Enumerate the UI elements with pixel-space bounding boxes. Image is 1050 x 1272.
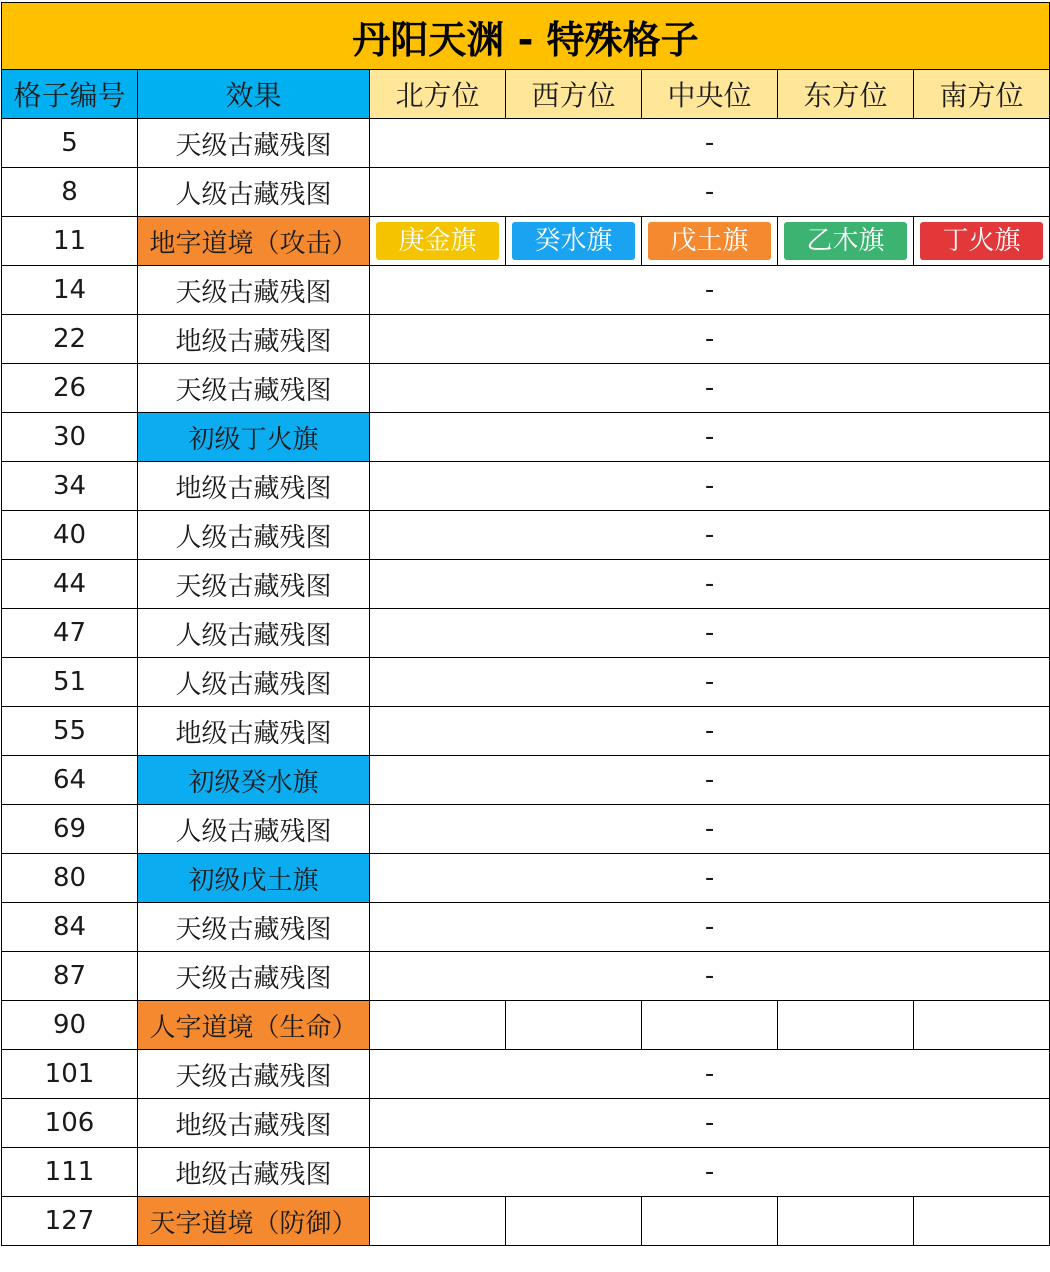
table-row	[2, 707, 1050, 756]
cell-number: 127	[2, 1197, 138, 1246]
cell-effect: 地级古藏残图	[138, 1099, 370, 1148]
cell-effect: 天级古藏残图	[138, 952, 370, 1001]
cell-number: 55	[2, 707, 138, 756]
cell-effect: 天级古藏残图	[138, 903, 370, 952]
cell-effect: 地级古藏残图	[138, 315, 370, 364]
cell-number: 26	[2, 364, 138, 413]
cell-position-empty	[642, 1001, 778, 1050]
table-row	[2, 1099, 1050, 1148]
cell-position-detail: -	[370, 903, 1050, 952]
table-row	[2, 168, 1050, 217]
cell-effect: 天级古藏残图	[138, 364, 370, 413]
table-row	[2, 952, 1050, 1001]
cell-number: 101	[2, 1050, 138, 1099]
cell-number: 8	[2, 168, 138, 217]
cell-position-flag	[778, 217, 914, 266]
cell-position-empty	[914, 1197, 1050, 1246]
header-cell-center: 中央位	[642, 70, 778, 119]
cell-number: 90	[2, 1001, 138, 1050]
header-cell-east: 东方位	[778, 70, 914, 119]
cell-effect: 地级古藏残图	[138, 1148, 370, 1197]
cell-position-empty	[778, 1001, 914, 1050]
special-cells-table	[1, 2, 1050, 1246]
cell-effect: 天级古藏残图	[138, 266, 370, 315]
cell-position-empty	[506, 1001, 642, 1050]
cell-position-detail: -	[370, 952, 1050, 1001]
cell-effect: 初级癸水旗	[138, 756, 370, 805]
cell-position-detail: -	[370, 168, 1050, 217]
cell-effect: 人级古藏残图	[138, 658, 370, 707]
cell-effect: 天字道境（防御）	[138, 1197, 370, 1246]
cell-effect: 人级古藏残图	[138, 511, 370, 560]
cell-position-detail: -	[370, 266, 1050, 315]
header-cell-number: 格子编号	[2, 70, 138, 119]
cell-number: 111	[2, 1148, 138, 1197]
cell-number: 69	[2, 805, 138, 854]
cell-position-empty	[506, 1197, 642, 1246]
cell-position-flag	[506, 217, 642, 266]
cell-position-detail: -	[370, 511, 1050, 560]
table-row	[2, 1001, 1050, 1050]
cell-position-flag	[370, 217, 506, 266]
cell-effect: 天级古藏残图	[138, 1050, 370, 1099]
cell-position-detail: -	[370, 805, 1050, 854]
cell-position-detail: -	[370, 854, 1050, 903]
header-cell-effect: 效果	[138, 70, 370, 119]
cell-effect: 人级古藏残图	[138, 805, 370, 854]
cell-position-detail: -	[370, 1099, 1050, 1148]
cell-position-empty	[370, 1197, 506, 1246]
table-row	[2, 903, 1050, 952]
table-row	[2, 266, 1050, 315]
table-row	[2, 1148, 1050, 1197]
cell-number: 64	[2, 756, 138, 805]
flag-badge: 庚金旗	[376, 222, 499, 260]
flag-badge: 丁火旗	[920, 222, 1043, 260]
cell-number: 47	[2, 609, 138, 658]
cell-effect: 地级古藏残图	[138, 462, 370, 511]
cell-effect: 地级古藏残图	[138, 707, 370, 756]
table-row	[2, 315, 1050, 364]
cell-number: 87	[2, 952, 138, 1001]
cell-position-flag	[914, 217, 1050, 266]
cell-position-empty	[642, 1197, 778, 1246]
cell-number: 11	[2, 217, 138, 266]
table-row	[2, 1197, 1050, 1246]
cell-position-detail: -	[370, 560, 1050, 609]
table-row	[2, 364, 1050, 413]
table-row	[2, 609, 1050, 658]
cell-number: 14	[2, 266, 138, 315]
header-cell-west: 西方位	[506, 70, 642, 119]
cell-position-detail: -	[370, 756, 1050, 805]
cell-number: 22	[2, 315, 138, 364]
cell-number: 80	[2, 854, 138, 903]
cell-position-detail: -	[370, 462, 1050, 511]
cell-effect: 地字道境（攻击）	[138, 217, 370, 266]
cell-number: 106	[2, 1099, 138, 1148]
cell-effect: 人级古藏残图	[138, 609, 370, 658]
cell-number: 40	[2, 511, 138, 560]
table-row	[2, 462, 1050, 511]
cell-position-empty	[370, 1001, 506, 1050]
header-cell-north: 北方位	[370, 70, 506, 119]
cell-effect: 人字道境（生命）	[138, 1001, 370, 1050]
table-row	[2, 1050, 1050, 1099]
cell-position-detail: -	[370, 315, 1050, 364]
cell-position-detail: -	[370, 1148, 1050, 1197]
table-row	[2, 217, 1050, 266]
cell-position-detail: -	[370, 413, 1050, 462]
cell-position-flag	[642, 217, 778, 266]
table-row	[2, 658, 1050, 707]
cell-position-detail: -	[370, 1050, 1050, 1099]
cell-effect: 人级古藏残图	[138, 168, 370, 217]
table-row	[2, 854, 1050, 903]
sheet-title: 丹阳天渊 - 特殊格子	[2, 3, 1050, 70]
cell-number: 51	[2, 658, 138, 707]
flag-badge: 乙木旗	[784, 222, 907, 260]
cell-position-detail: -	[370, 364, 1050, 413]
cell-position-empty	[914, 1001, 1050, 1050]
flag-badge: 戊土旗	[648, 222, 771, 260]
cell-effect: 天级古藏残图	[138, 119, 370, 168]
table-row	[2, 119, 1050, 168]
cell-effect: 初级戊土旗	[138, 854, 370, 903]
cell-effect: 初级丁火旗	[138, 413, 370, 462]
table-row	[2, 560, 1050, 609]
cell-number: 34	[2, 462, 138, 511]
table-row	[2, 756, 1050, 805]
cell-effect: 天级古藏残图	[138, 560, 370, 609]
table-row	[2, 511, 1050, 560]
cell-position-detail: -	[370, 658, 1050, 707]
cell-position-detail: -	[370, 119, 1050, 168]
table-row	[2, 805, 1050, 854]
table-row	[2, 413, 1050, 462]
cell-position-detail: -	[370, 707, 1050, 756]
cell-position-empty	[778, 1197, 914, 1246]
cell-number: 5	[2, 119, 138, 168]
cell-number: 84	[2, 903, 138, 952]
cell-position-detail: -	[370, 609, 1050, 658]
header-cell-south: 南方位	[914, 70, 1050, 119]
flag-badge: 癸水旗	[512, 222, 635, 260]
cell-number: 44	[2, 560, 138, 609]
cell-number: 30	[2, 413, 138, 462]
